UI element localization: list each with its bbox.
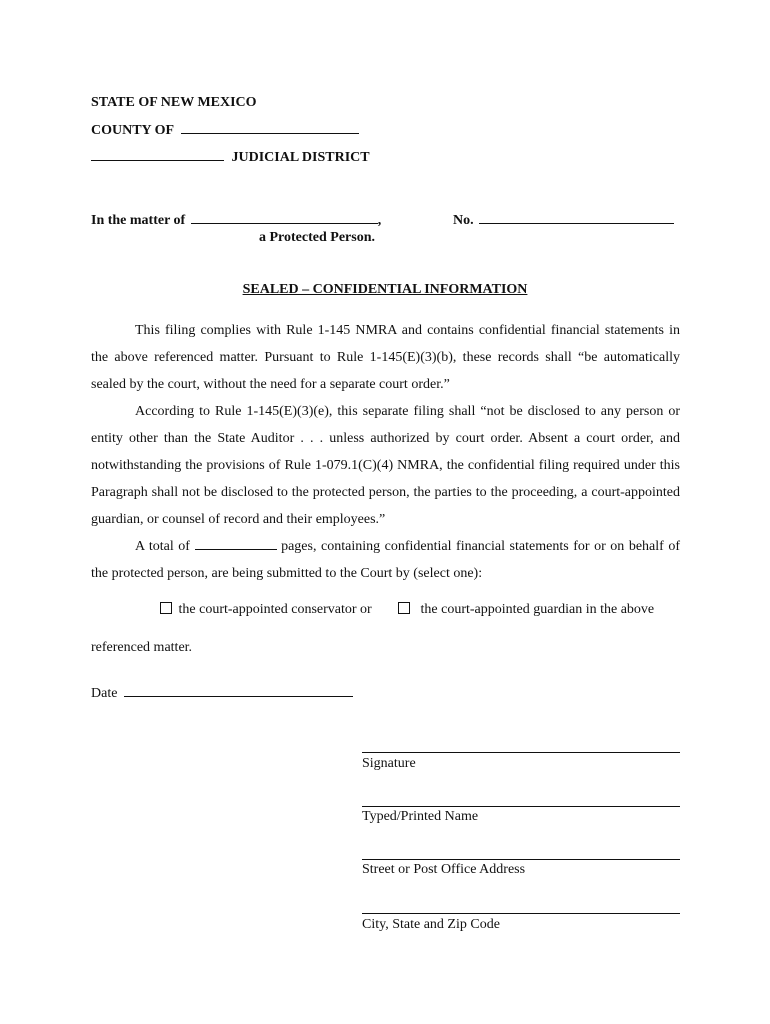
paragraph-1-text: This filing complies with Rule 1-145 NMRA and contains confidential financial statements in the above referenced matter. Pursuant to Rule 1-145(E)(3)(b), these records shall “be automatically sealed by the court, without the need for a separate court order.” (91, 323, 680, 392)
matter-name-blank[interactable] (191, 211, 378, 224)
case-number-line (453, 211, 674, 229)
case-number-blank[interactable] (479, 211, 674, 224)
page-count-blank[interactable] (195, 537, 277, 550)
state-heading: STATE OF NEW MEXICO (91, 95, 257, 110)
signature-label: Signature (362, 756, 416, 771)
paragraph-3-lead: A total of (135, 539, 190, 554)
address-rule[interactable] (362, 859, 680, 860)
printed-name-label: Typed/Printed Name (362, 809, 479, 824)
conservator-label: the court-appointed conservator or (178, 602, 372, 617)
date-line (91, 684, 353, 702)
county-blank[interactable] (181, 121, 359, 134)
case-number-label: No. (453, 213, 474, 228)
guardian-label: the court-appointed guardian in the above (420, 602, 655, 617)
city-state-zip-rule[interactable] (362, 913, 680, 914)
district-line (91, 148, 370, 166)
paragraph-2 (91, 398, 680, 533)
district-blank[interactable] (91, 148, 224, 161)
date-blank[interactable] (124, 684, 353, 697)
referenced-matter-text: referenced matter. (91, 640, 193, 655)
paragraph-3 (91, 533, 680, 587)
matter-label: In the matter of (91, 213, 186, 228)
district-label: JUDICIAL DISTRICT (231, 150, 370, 165)
option-guardian (398, 602, 654, 618)
conservator-checkbox[interactable] (160, 602, 172, 614)
matter-comma: , (377, 213, 382, 228)
document-title: SEALED – CONFIDENTIAL INFORMATION (242, 282, 528, 297)
paragraph-2-text: According to Rule 1-145(E)(3)(e), this separate filing shall “not be disclosed to any person or entity other than the State Auditor . . . unless authorized by court order. Absent a court order, and notwithstanding the provisions of Rule 1-079.1(C)(4) NMRA, the confidential filing required under this Paragraph shall not be disclosed to the protected person, the parties to the proceeding, a court-appointed guardian, or counsel of record and their employees.” (91, 404, 680, 527)
date-label: Date (91, 686, 118, 701)
paragraph-1 (91, 317, 680, 398)
county-line (91, 121, 359, 139)
paragraph-3-text: pages, containing confidential financial statements for or on behalf of the protected person, are being submitted to the Court by (select one): (91, 539, 680, 581)
signature-rule[interactable] (362, 752, 680, 753)
address-label: Street or Post Office Address (362, 862, 526, 877)
city-state-zip-label: City, State and Zip Code (362, 917, 500, 932)
county-label: COUNTY OF (91, 123, 174, 138)
guardian-checkbox[interactable] (398, 602, 410, 614)
option-conservator (160, 602, 372, 618)
printed-name-rule[interactable] (362, 806, 680, 807)
protected-person-label: a Protected Person. (259, 230, 375, 245)
matter-line (91, 211, 381, 229)
